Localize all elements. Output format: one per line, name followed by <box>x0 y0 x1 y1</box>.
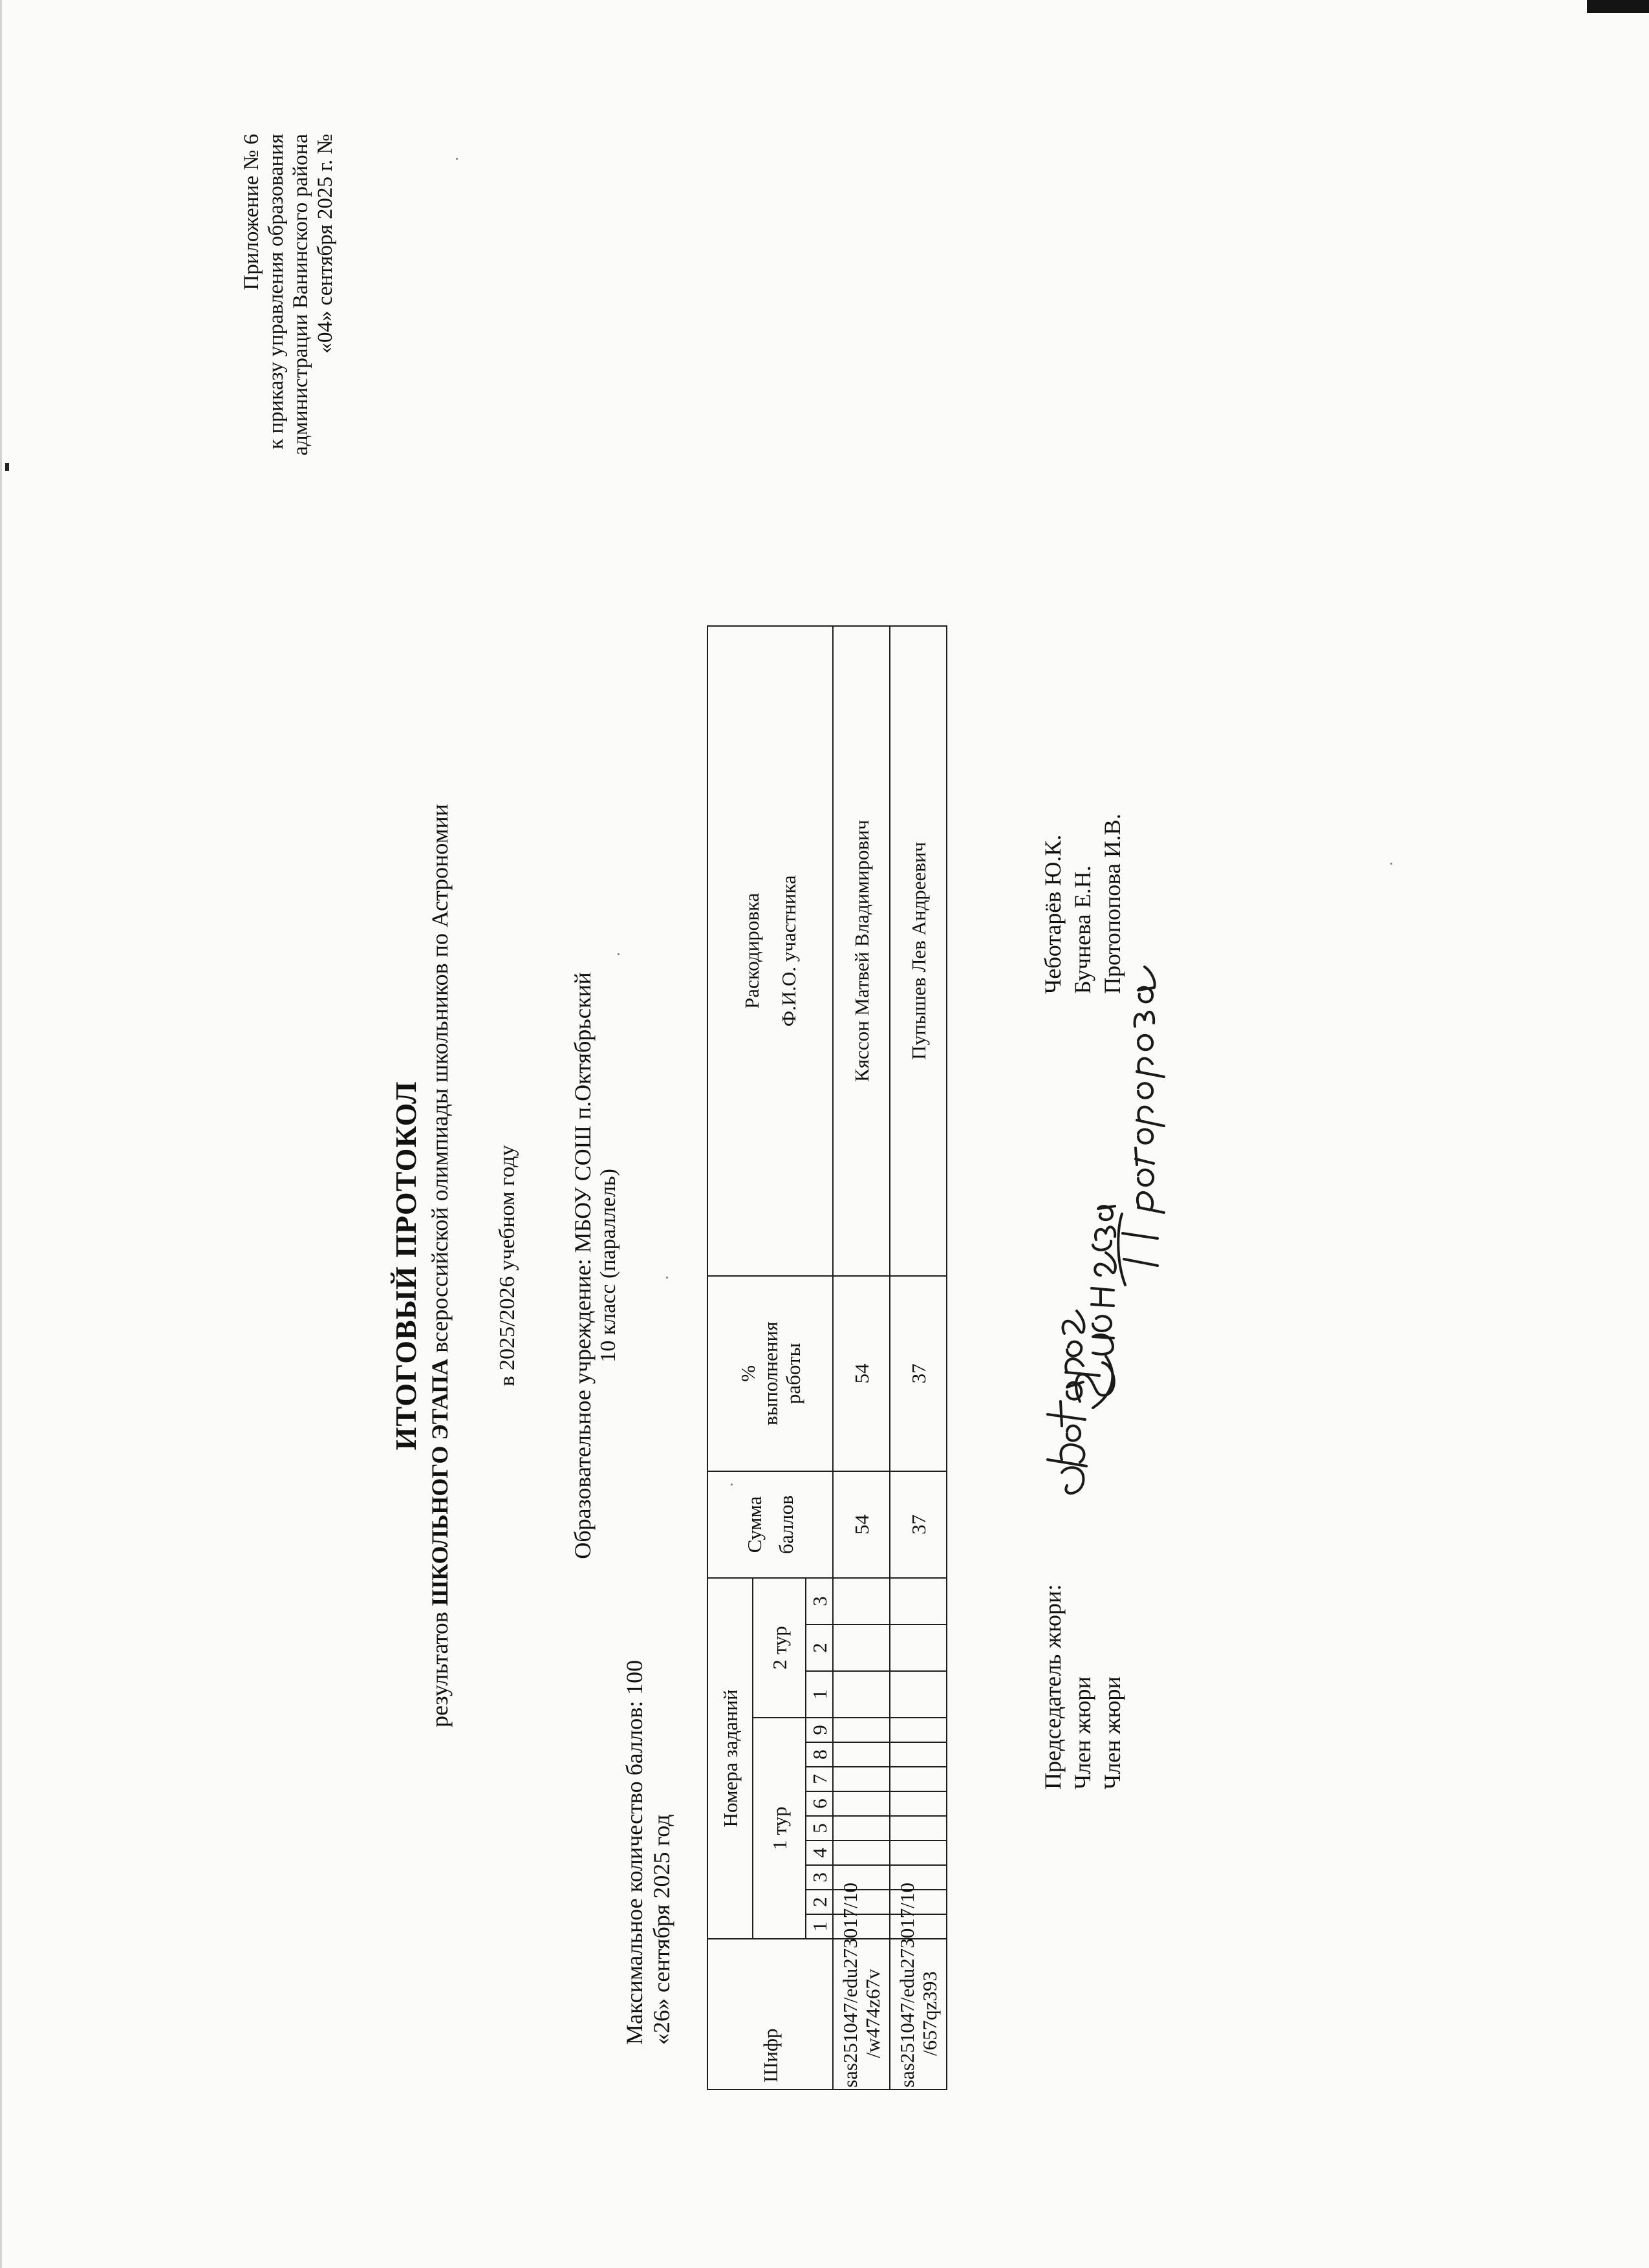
header-decode-line-2: Ф.И.О. участника <box>777 875 800 1027</box>
cipher-cell <box>833 1883 890 2090</box>
task-number: 2 <box>806 1625 833 1671</box>
signature-protopopova <box>1099 716 1177 1298</box>
task-score-cell <box>890 1841 947 1865</box>
task-score-cell <box>890 1625 947 1671</box>
task-score-cell <box>833 1791 890 1816</box>
scan-dust <box>618 953 620 955</box>
header-percent-line-3: работы <box>781 1343 804 1405</box>
appendix-note <box>239 134 338 470</box>
task-number: 3 <box>806 1578 833 1625</box>
header-task-numbers: Номера заданий <box>707 1578 753 1939</box>
subtitle-prefix: результатов <box>427 1612 453 1728</box>
task-score-cell <box>833 1578 890 1625</box>
cipher-line-1: sas251047/edu273017/10 <box>839 1883 861 2088</box>
task-score-cell <box>833 1767 890 1791</box>
task-number: 6 <box>806 1791 833 1816</box>
subtitle-suffix: всероссийской олимпиады школьников по Астрономии <box>427 803 453 1353</box>
header-decode-line-1: Раскодировка <box>740 892 763 1009</box>
header-percent-line-1: % <box>736 1365 759 1382</box>
task-score-cell <box>833 1841 890 1865</box>
header-row-1 <box>707 626 753 2090</box>
sum-cell: 37 <box>890 1471 947 1578</box>
appendix-line-4: «04» сентября 2025 г. № <box>314 134 337 354</box>
jury-member-1-label: Член жюри <box>1070 1676 1095 1789</box>
participant-name-cell: Пупышев Лев Андреевич <box>890 626 947 1276</box>
task-score-cell <box>890 1718 947 1742</box>
sum-cell: 54 <box>833 1471 890 1578</box>
task-number: 9 <box>806 1718 833 1742</box>
task-number: 1 <box>806 1671 833 1718</box>
appendix-line-3: администрации Ванинского района <box>289 134 312 456</box>
header-round-2: 2 тур <box>753 1578 806 1718</box>
task-score-cell <box>833 1625 890 1671</box>
results-table <box>707 625 947 2090</box>
jury-chair-name: Чеботарёв Ю.К. <box>1040 834 1066 994</box>
task-score-cell <box>890 1791 947 1816</box>
class-level: 10 класс (параллель) <box>596 1169 620 1363</box>
percent-cell: 54 <box>833 1276 890 1471</box>
task-number: 1 <box>806 1914 833 1939</box>
school-name: Образовательное учреждение: МБОУ СОШ п.Октябрьский <box>570 972 596 1559</box>
max-score: Максимальное количество баллов: 100 <box>621 1659 647 2045</box>
task-number: 3 <box>806 1865 833 1890</box>
header-decode <box>707 626 833 1276</box>
title-subtitle <box>426 587 454 1945</box>
header-cipher: Шифр <box>707 1939 833 2090</box>
cipher-line-2: /w474z67v <box>861 1969 884 2058</box>
task-score-cell <box>833 1816 890 1841</box>
cipher-line-2: /657qz393 <box>918 1971 941 2056</box>
title-block <box>388 587 621 1945</box>
academic-year: в 2025/2026 учебном году <box>495 1145 519 1387</box>
protocol-date: «26» сентября 2025 год <box>649 1814 674 2045</box>
appendix-line-1: Приложение № 6 <box>240 134 263 290</box>
task-number: 2 <box>806 1890 833 1914</box>
page-title: ИТОГОВЫЙ ПРОТОКОЛ <box>389 1081 422 1451</box>
scan-dust <box>456 158 458 160</box>
header-percent-line-2: выполнения <box>759 1321 782 1426</box>
subtitle-stage: ШКОЛЬНОГО ЭТАПА <box>427 1358 453 1606</box>
header-percent <box>707 1276 833 1471</box>
header-sum-line-1: Сумма <box>743 1496 766 1553</box>
task-score-cell <box>890 1671 947 1718</box>
cipher-cell <box>890 1883 947 2090</box>
task-number: 8 <box>806 1742 833 1767</box>
table-row <box>833 626 890 2090</box>
percent-cell: 37 <box>890 1276 947 1471</box>
task-score-cell <box>890 1767 947 1791</box>
participant-name-cell: Кяссон Матвей Владимирович <box>833 626 890 1276</box>
task-number: 4 <box>806 1841 833 1865</box>
task-score-cell <box>833 1671 890 1718</box>
cipher-line-1: sas251047/edu273017/10 <box>896 1883 918 2088</box>
task-score-cell <box>833 1742 890 1767</box>
task-score-cell <box>890 1578 947 1625</box>
task-score-cell <box>833 1718 890 1742</box>
header-round-1: 1 тур <box>753 1718 806 1939</box>
table-row <box>890 626 947 2090</box>
task-score-cell <box>890 1742 947 1767</box>
header-sum <box>707 1471 833 1578</box>
appendix-line-2: к приказу управления образования <box>264 134 288 449</box>
jury-member-1-name: Бучнева Е.Н. <box>1070 865 1095 994</box>
task-score-cell <box>890 1816 947 1841</box>
scan-dust <box>666 1277 668 1279</box>
jury-chair-label: Председатель жюри: <box>1040 1584 1066 1789</box>
jury-labels <box>1038 1584 1127 1789</box>
jury-member-2-name: Протопопова И.В. <box>1099 814 1125 994</box>
jury-member-2-label: Член жюри <box>1099 1676 1125 1789</box>
header-sum-line-2: баллов <box>775 1495 797 1554</box>
scan-dust <box>1390 863 1392 865</box>
scan-dust <box>731 1484 733 1485</box>
task-number: 5 <box>806 1816 833 1841</box>
task-number: 7 <box>806 1767 833 1791</box>
